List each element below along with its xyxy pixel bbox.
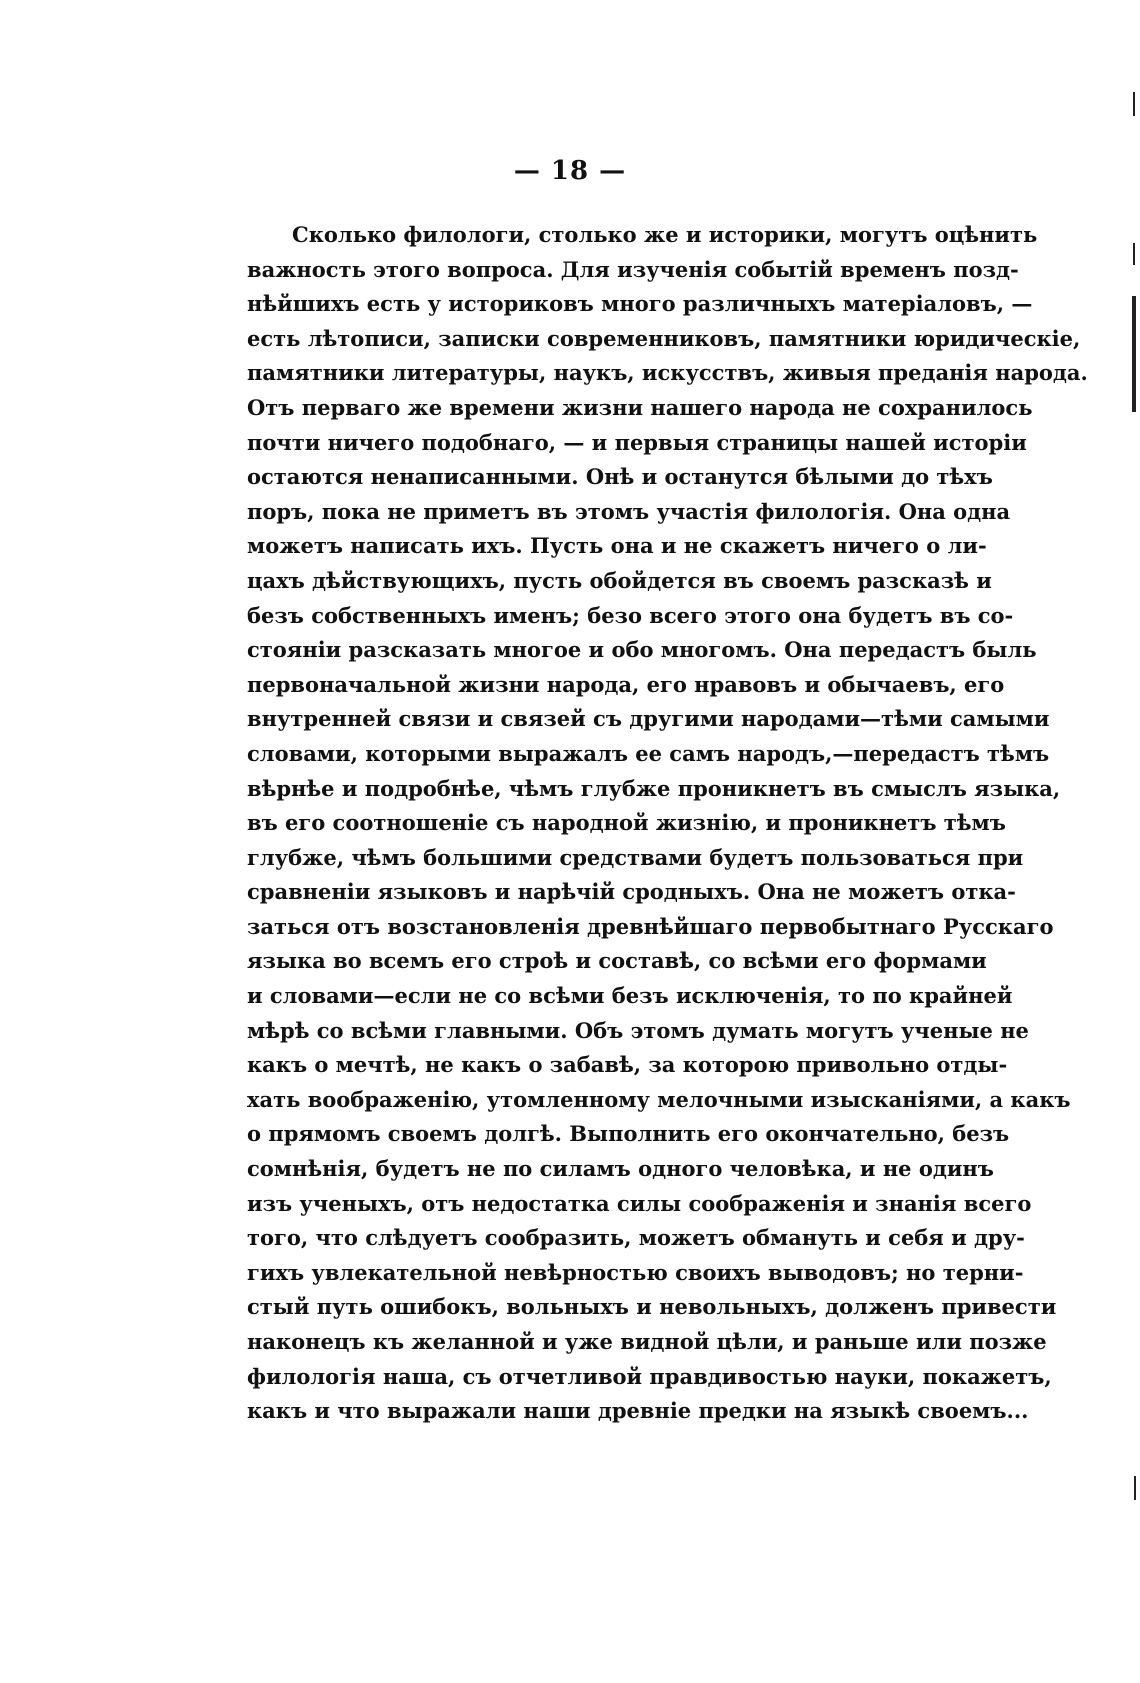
text-line: вѣрнѣе и подробнѣе, чѣмъ глубже проникнетъ въ смыслъ языка, [247,775,1061,801]
text-line: поръ, пока не приметъ въ этомъ участія филологія. Она одна [247,498,1011,524]
text-line: есть лѣтописи, записки современниковъ, памятники юридическіе, [247,325,1081,351]
text-line: какъ и что выражали наши древніе предки на языкѣ своемъ... [247,1398,1029,1424]
text-line: какъ о мечтѣ, не какъ о забавѣ, за которою привольно отды- [247,1052,1008,1078]
text-line: памятники литературы, наукъ, искусствъ, живыя преданія народа. [247,360,1088,386]
text-line: цахъ дѣйствующихъ, пусть обойдется въ своемъ разсказѣ и [247,567,992,593]
text-line: нѣйшихъ есть у историковъ много различныхъ матеріаловъ, — [247,291,1033,317]
scan-edge-mark [1134,1476,1136,1500]
scan-edge-mark [1133,243,1135,265]
text-line: мѣрѣ со всѣми главными. Объ этомъ думать могутъ ученые не [247,1017,1029,1043]
text-line: Отъ перваго же времени жизни нашего народа не сохранилось [247,394,1033,420]
text-line: Сколько филологи, столько же и историки, могутъ оцѣнить [292,222,1038,247]
text-line: и словами—если не со всѣми безъ исключенія, то по крайней [247,983,1013,1009]
text-line: можетъ написать ихъ. Пусть она и не скажетъ ничего о ли- [247,533,987,559]
text-line: внутренней связи и связей съ другими народами—тѣми самыми [247,706,1050,732]
text-line: изъ ученыхъ, отъ недостатка силы соображенія и знанія всего [247,1190,1032,1216]
text-line: безъ собственныхъ именъ; безо всего этого она будетъ въ со- [247,602,1014,628]
text-line: словами, которыми выражалъ ее самъ народъ,—передастъ тѣмъ [247,740,1050,766]
text-line: о прямомъ своемъ долгѣ. Выполнить его окончательно, безъ [247,1121,1010,1147]
text-line: первоначальной жизни народа, его нравовъ и обычаевъ, его [247,671,1005,697]
scan-edge-mark [1132,296,1136,412]
text-line: хать воображенію, утомленному мелочными изысканіями, а какъ [247,1086,1071,1112]
scan-edge-mark [1133,92,1135,116]
text-line: наконецъ къ желанной и уже видной цѣли, и раньше или позже [247,1329,1047,1354]
text-line: гихъ увлекательной невѣрностью своихъ выводовъ; но терни- [247,1259,1024,1285]
text-line: филологія наша, съ отчетливой правдивостью науки, покажетъ, [247,1363,1052,1389]
text-line: почти ничего подобнаго, — и первыя страницы нашей исторіи [247,429,1027,455]
text-line: важность этого вопроса. Для изученія событій временъ позд- [247,256,1019,282]
text-line: стояніи разсказать многое и обо многомъ. Она передастъ быль [247,637,1037,663]
text-line: въ его соотношеніе съ народной жизнію, и проникнетъ тѣмъ [247,810,1006,836]
text-line: глубже, чѣмъ большими средствами будетъ пользоваться при [247,844,1024,870]
text-line: сомнѣнія, будетъ не по силамъ одного человѣка, и не одинъ [247,1156,994,1182]
text-line: стый путь ошибокъ, вольныхъ и невольныхъ, долженъ привести [247,1294,1057,1320]
text-line: сравненіи языковъ и нарѣчій сродныхъ. Она не можетъ отка- [247,879,1016,905]
text-line: того, что слѣдуетъ сообразить, можетъ обмануть и себя и дру- [247,1225,1025,1251]
text-line: заться отъ возстановленія древнѣйшаго первобытнаго Русскаго [247,913,1054,939]
text-line: остаются ненаписанными. Онѣ и останутся бѣлыми до тѣхъ [247,464,993,490]
page-number: — 18 — [513,156,627,186]
text-line: языка во всемъ его строѣ и составѣ, со всѣми его формами [247,948,987,974]
body-text [247,218,1088,1429]
